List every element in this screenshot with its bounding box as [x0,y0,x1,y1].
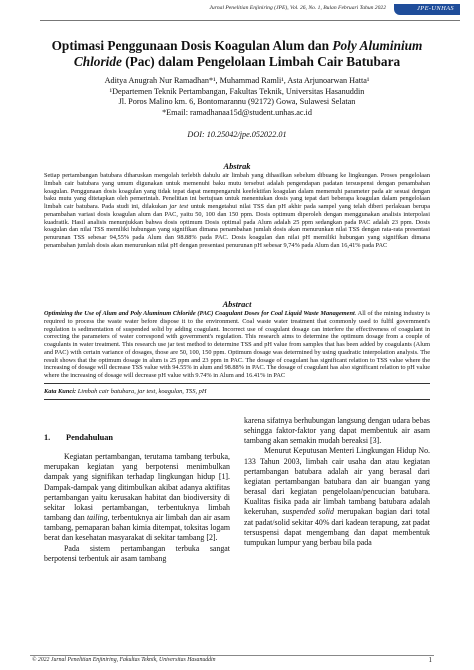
keywords-bottom-rule [44,399,430,400]
journal-citation: Jurnal Penelitian Enjiniring (JPE), Vol. 26, No. 1, Bulan Februari Tahun 2022 [209,5,386,11]
abstract-heading: Abstract [222,300,252,309]
author-block [30,76,444,118]
title-italic-1: Poly Aluminium [332,38,423,53]
journal-badge-label: JPE-UNHAS [417,5,454,12]
keywords [44,388,430,395]
keywords-text: Limbah cair batubara, jar test, koagulan, TSS, pH [76,388,207,395]
abstrak-heading: Abstrak [223,162,251,171]
abstrak-text: Setiap pertambangan batubara diharuskan mengolah terlebih dahulu air limbah yang dihasilkan sebelum dibuang ke lingkungan. Proses pengelolaan limbah cair batubara yang umum digunakan untuk memenuhi baku mutu tersebut adalah pengendapan padatan tersuspensi dengan penambahan koagulan. Penggunaan dosis koagulan yang tidak tepat dapat mempengaruhi keefektifan koagulan dalam memenuhi parameter pada air sesuai dengan baku mutu yang ditetapkan oleh pemerintah. Penelitian ini bertujuan untuk menentukan dosis yang tepat dari beberapa koagulan dalam pengelolaan limbah cair batubara. Pada studi ini, dilakukan jar test untuk mengetahui nilai TSS dan pH akhir pada sampel yang telah diberi perlakuan berupa penambahan variasi dosis koagulan alum dan PAC, yaitu 50, 100 dan 150 ppm. Dosis optimum diperoleh dengan menggunakan analisis interpolasi kuadratik. Hasil analisis menunjukkan bahwa dosis optimum Dosis optimal pada Alum adalah 25 ppm sedangkan pada PAC adalah 23 ppm. Dosis koagulan dan nilai TSS memiliki hubungan yang signifikan dimana penambahan jumlah dosis akan menurunkan nilai TSS dengan rata-rata presentasi penurunan TSS sebesar 94,55% pada Alum dan 98.88% pada PAC. Dosis koagulan dan nilai pH memiliki hubungan yang signifikan dimana penambahan jumlah dosis akan menurunkan nilai pH dengan presentasi penurunan pH sebesar 9,74% pada Alum dan 16,41% pada PAC [44,172,431,249]
abstract-text: Optimizing the Use of Alum and Poly Aluminum Chloride (PAC) Coagulant Doses for Coal Liquid Waste Management. All of the mining industry is required to process the waste water before dispose it to the environment. Coal waste water treatment that commonly used to fulfil government's regulation is sedimentation of suspended solid by adding coagulant. Incorrect use of coagulant dosage can interfere the effectiveness of coagulant in correcting the parameters of water correspond with government's regulation. This research aims to determine the optimum dosage from a couple of coagulants in water treatment. This research use jar test method to determine TSS and pH value from samples that has been added by coagulants (Alum and PAC) with certain variance of dosages, those are 50, 100, 150 ppm. Optimum dosage was determined by using quadratic interpolation analysis. The result shows that the optimum dosage in alum is 25 ppm and 23 ppm in PAC. The dosage of coagulant has significant relation to TSS value where the increasing of dosage will decrease TSS value with 94.55% in alum and 98.88% in PAC. The dosage of coagulant has also significant relation to pH value where the increasing of dosage will decrease pH value with 9.74% in Alum and 16.41% in PAC [44,310,431,379]
title-italic-2: Chloride [73,54,122,69]
author-names: Aditya Anugrah Nur Ramadhan*¹, Muhammad Ramli¹, Asta Arjunoarwan Hatta¹ [104,76,370,85]
journal-header [0,4,474,18]
footer-divider [30,655,434,656]
doi: DOI: 10.25042/jpe.052022.01 [187,130,287,139]
author-address: Jl. Poros Malino km. 6, Bontomarannu (92172) Gowa, Sulawesi Selatan [118,97,356,107]
title-text-2: (Pac) dalam Pengelolaan Limbah Cair Batubara [121,54,401,69]
body-right-column [244,416,430,548]
section-number: 1. [44,433,51,442]
author-email: *Email: ramadhanaa15d@student.unhas.ac.id [162,107,312,117]
footer-copyright: © 2022 Jurnal Penelitian Enjiniring, Fakultas Teknik, Universitas Hasanuddin [32,657,216,663]
section-heading [44,433,230,443]
header-divider [40,20,460,21]
title-text-1: Optimasi Penggunaan Dosis Koagulan Alum dan [51,38,333,53]
keywords-label: Kata Kunci: [44,388,77,395]
paper-title [30,38,444,70]
section-title: Pendahuluan [66,433,114,442]
intro-paragraph-1: Kegiatan pertambangan, terutama tambang terbuka, merupakan kegiatan yang berpotensi menimbulkan dampak yang signifikan terhadap lingkungan hidup [1]. Dampak-dampak yang ditimbulkan akibat adanya aktifitas pertambangan yaitu kerusakan habitat dan biodiversity di sekitar lokasi pertambangan, terbentuknya limbah tambang dan tailing, terbentuknya air limbah dan air asam tambang, pemaparan bahan kimia ditempat, toksitas logam berat dan kesehatan masyarakat di sekitar tambang [2]. [44,452,230,543]
author-affiliation: ¹Departemen Teknik Pertambangan, Fakultas Teknik, Universitas Hasanuddin [109,86,365,96]
intro-paragraph-3: karena sifatnya berhubungan langsung dengan udara bebas sehingga faktor-faktor yang dapat membentuk air asam tambang akan semakin mudah bereaksi [3]. [244,416,430,446]
keywords-top-rule [44,383,430,384]
page-number: 1 [428,656,432,664]
intro-paragraph-2: Pada sistem pertambangan terbuka sangat berpotensi terbentuk air asam tambang [44,543,230,563]
intro-paragraph-4: Menurut Keputusan Menteri Lingkungan Hidup No. 133 Tahun 2003, limbah cair usaha dan atau kegiatan pertambangan batubara adalah air yang berasal dari kegiatan pertambangan batubara dan air buangan yang berasal dari kegiatan pengelolaan/pencucian batubara. Kualitas fisika pada air limbah tambang batubara adalah kekeruhan, suspended solid merupakan bagian dari total zat padat/solid sekitar 40% dari kadean terapung, zat padat tersuspensi dapat mengembang dan dapat membentuk tumpukan lumpur yang berbau bila pada [244,446,430,547]
body-left-column [44,433,230,564]
journal-badge [394,4,460,15]
